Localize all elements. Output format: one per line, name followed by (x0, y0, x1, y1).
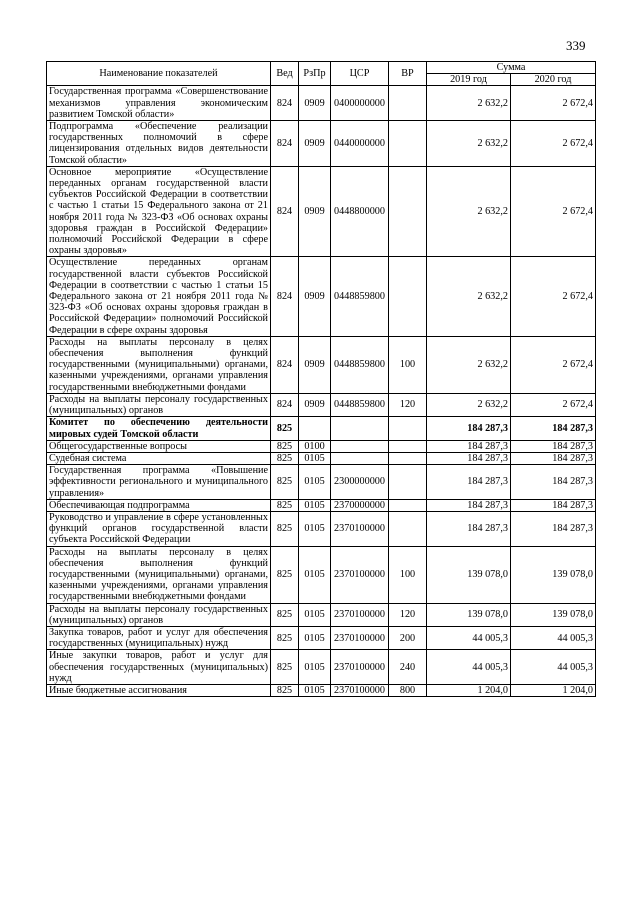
cell-name: Иные закупки товаров, работ и услуг для обеспечения государственных (муниципальных) нужд (47, 650, 271, 685)
cell-2020: 1 204,0 (511, 684, 596, 696)
cell-vr (389, 166, 427, 257)
budget-table (46, 61, 596, 697)
cell-ved: 825 (271, 465, 299, 500)
cell-vr (389, 86, 427, 121)
header-rzpr: РзПр (299, 62, 331, 86)
cell-rzpr: 0100 (299, 440, 331, 452)
cell-name: Судебная система (47, 452, 271, 464)
table-row (47, 626, 596, 649)
table-row (47, 499, 596, 511)
cell-csr: 0448859800 (331, 336, 389, 393)
header-ved: Вед (271, 62, 299, 86)
cell-2020: 184 287,3 (511, 440, 596, 452)
cell-2020: 2 672,4 (511, 121, 596, 167)
cell-name: Расходы на выплаты персоналу в целях обеспечения выполнения функций государственными (муниципальными) органами, казенными учреждениями, органами управления государственными внебюджетными фондами (47, 546, 271, 603)
cell-rzpr: 0105 (299, 511, 331, 546)
cell-ved: 825 (271, 546, 299, 603)
cell-vr (389, 499, 427, 511)
cell-vr (389, 417, 427, 440)
cell-csr: 0400000000 (331, 86, 389, 121)
cell-name: Комитет по обеспечению деятельности мировых судей Томской области (47, 417, 271, 440)
cell-name: Государственная программа «Совершенствование механизмов управления экономическим развитием Томской области» (47, 86, 271, 121)
cell-2019: 184 287,3 (427, 417, 511, 440)
cell-2019: 184 287,3 (427, 511, 511, 546)
table-row (47, 121, 596, 167)
header-2020: 2020 год (511, 74, 596, 86)
header-name: Наименование показателей (47, 62, 271, 86)
cell-2020: 2 672,4 (511, 393, 596, 416)
cell-name: Руководство и управление в сфере установленных функций органов государственной власти субъекта Российской Федерации (47, 511, 271, 546)
header-csr: ЦСР (331, 62, 389, 86)
cell-2020: 2 672,4 (511, 86, 596, 121)
cell-name: Расходы на выплаты персоналу государственных (муниципальных) органов (47, 603, 271, 626)
cell-vr: 120 (389, 603, 427, 626)
cell-2019: 184 287,3 (427, 499, 511, 511)
cell-2020: 184 287,3 (511, 511, 596, 546)
cell-name: Обеспечивающая подпрограмма (47, 499, 271, 511)
table-row (47, 465, 596, 500)
cell-name: Расходы на выплаты персоналу государственных (муниципальных) органов (47, 393, 271, 416)
cell-ved: 825 (271, 603, 299, 626)
cell-csr: 0440000000 (331, 121, 389, 167)
cell-csr: 2370100000 (331, 511, 389, 546)
table-row (47, 393, 596, 416)
cell-vr (389, 511, 427, 546)
table-row (47, 650, 596, 685)
cell-rzpr: 0909 (299, 166, 331, 257)
cell-vr: 240 (389, 650, 427, 685)
cell-2019: 2 632,2 (427, 166, 511, 257)
cell-csr: 2370100000 (331, 626, 389, 649)
cell-name: Иные бюджетные ассигнования (47, 684, 271, 696)
cell-csr (331, 452, 389, 464)
cell-2020: 184 287,3 (511, 499, 596, 511)
cell-ved: 825 (271, 452, 299, 464)
cell-2020: 2 672,4 (511, 166, 596, 257)
cell-ved: 824 (271, 393, 299, 416)
cell-2020: 2 672,4 (511, 257, 596, 336)
cell-vr: 200 (389, 626, 427, 649)
cell-name: Государственная программа «Повышение эффективности регионального и муниципального управления» (47, 465, 271, 500)
cell-rzpr: 0909 (299, 257, 331, 336)
cell-vr (389, 452, 427, 464)
table-row (47, 336, 596, 393)
cell-ved: 825 (271, 440, 299, 452)
cell-csr: 2370000000 (331, 499, 389, 511)
cell-vr (389, 121, 427, 167)
table-row (47, 452, 596, 464)
table-row (47, 546, 596, 603)
cell-vr (389, 257, 427, 336)
cell-ved: 825 (271, 684, 299, 696)
cell-name: Осуществление переданных органам государственной власти субъектов Российской Федерации в соответствии с частью 1 статьи 15 Федерального закона от 21 ноября 2011 года № 323-ФЗ «Об основах охраны здоровья граждан в Российской Федерации» полномочий Российской Федерации в сфере охраны здоровья (47, 257, 271, 336)
cell-csr: 2370100000 (331, 546, 389, 603)
cell-name: Общегосударственные вопросы (47, 440, 271, 452)
cell-rzpr: 0105 (299, 603, 331, 626)
cell-ved: 824 (271, 166, 299, 257)
page-number: 339 (566, 38, 586, 53)
cell-csr: 2370100000 (331, 603, 389, 626)
cell-2020: 139 078,0 (511, 603, 596, 626)
cell-ved: 825 (271, 499, 299, 511)
table-row (47, 684, 596, 696)
cell-2019: 184 287,3 (427, 440, 511, 452)
table-row (47, 166, 596, 257)
cell-csr: 2370100000 (331, 650, 389, 685)
cell-2019: 2 632,2 (427, 257, 511, 336)
cell-2020: 184 287,3 (511, 465, 596, 500)
table-row (47, 86, 596, 121)
cell-ved: 824 (271, 121, 299, 167)
cell-2020: 44 005,3 (511, 650, 596, 685)
cell-rzpr: 0909 (299, 393, 331, 416)
cell-vr (389, 440, 427, 452)
cell-2019: 2 632,2 (427, 336, 511, 393)
cell-vr: 800 (389, 684, 427, 696)
cell-2020: 44 005,3 (511, 626, 596, 649)
cell-2019: 2 632,2 (427, 86, 511, 121)
header-sum: Сумма (427, 62, 596, 74)
cell-ved: 824 (271, 86, 299, 121)
cell-rzpr: 0105 (299, 546, 331, 603)
cell-2020: 139 078,0 (511, 546, 596, 603)
cell-vr: 120 (389, 393, 427, 416)
cell-2019: 139 078,0 (427, 546, 511, 603)
cell-2019: 2 632,2 (427, 121, 511, 167)
cell-rzpr: 0105 (299, 452, 331, 464)
cell-2019: 184 287,3 (427, 452, 511, 464)
cell-name: Закупка товаров, работ и услуг для обеспечения государственных (муниципальных) нужд (47, 626, 271, 649)
table-row (47, 257, 596, 336)
cell-ved: 824 (271, 257, 299, 336)
cell-2019: 139 078,0 (427, 603, 511, 626)
cell-csr: 2370100000 (331, 684, 389, 696)
cell-rzpr: 0909 (299, 121, 331, 167)
cell-name: Подпрограмма «Обеспечение реализации государственных полномочий в сфере лицензирования отдельных видов деятельности Томской области» (47, 121, 271, 167)
table-row (47, 511, 596, 546)
cell-rzpr: 0909 (299, 336, 331, 393)
cell-vr: 100 (389, 546, 427, 603)
cell-rzpr: 0105 (299, 499, 331, 511)
cell-rzpr: 0105 (299, 626, 331, 649)
cell-rzpr: 0105 (299, 650, 331, 685)
cell-rzpr (299, 417, 331, 440)
cell-2020: 184 287,3 (511, 417, 596, 440)
cell-vr (389, 465, 427, 500)
cell-2019: 44 005,3 (427, 626, 511, 649)
cell-2020: 2 672,4 (511, 336, 596, 393)
cell-rzpr: 0105 (299, 684, 331, 696)
table-row (47, 440, 596, 452)
cell-csr: 0448859800 (331, 257, 389, 336)
cell-vr: 100 (389, 336, 427, 393)
cell-2019: 44 005,3 (427, 650, 511, 685)
cell-2019: 1 204,0 (427, 684, 511, 696)
header-2019: 2019 год (427, 74, 511, 86)
cell-rzpr: 0105 (299, 465, 331, 500)
cell-csr (331, 417, 389, 440)
header-vr: ВР (389, 62, 427, 86)
table-row (47, 417, 596, 440)
table-row (47, 603, 596, 626)
cell-name: Расходы на выплаты персоналу в целях обеспечения выполнения функций государственными (муниципальными) органами, казенными учреждениями, органами управления государственными внебюджетными фондами (47, 336, 271, 393)
cell-ved: 825 (271, 650, 299, 685)
cell-csr: 0448859800 (331, 393, 389, 416)
cell-ved: 825 (271, 511, 299, 546)
cell-2020: 184 287,3 (511, 452, 596, 464)
cell-ved: 825 (271, 417, 299, 440)
cell-rzpr: 0909 (299, 86, 331, 121)
cell-ved: 825 (271, 626, 299, 649)
cell-csr: 2300000000 (331, 465, 389, 500)
cell-csr: 0448800000 (331, 166, 389, 257)
cell-2019: 184 287,3 (427, 465, 511, 500)
cell-ved: 824 (271, 336, 299, 393)
cell-name: Основное мероприятие «Осуществление переданных органам государственной власти субъектов Российской Федерации в соответствии с частью 1 статьи 15 Федерального закона от 21 ноября 2011 года № 323-ФЗ «Об основах охраны здоровья граждан в Российской Федерации» полномочий Российской Федерации в сфере охраны здоровья» (47, 166, 271, 257)
cell-2019: 2 632,2 (427, 393, 511, 416)
cell-csr (331, 440, 389, 452)
